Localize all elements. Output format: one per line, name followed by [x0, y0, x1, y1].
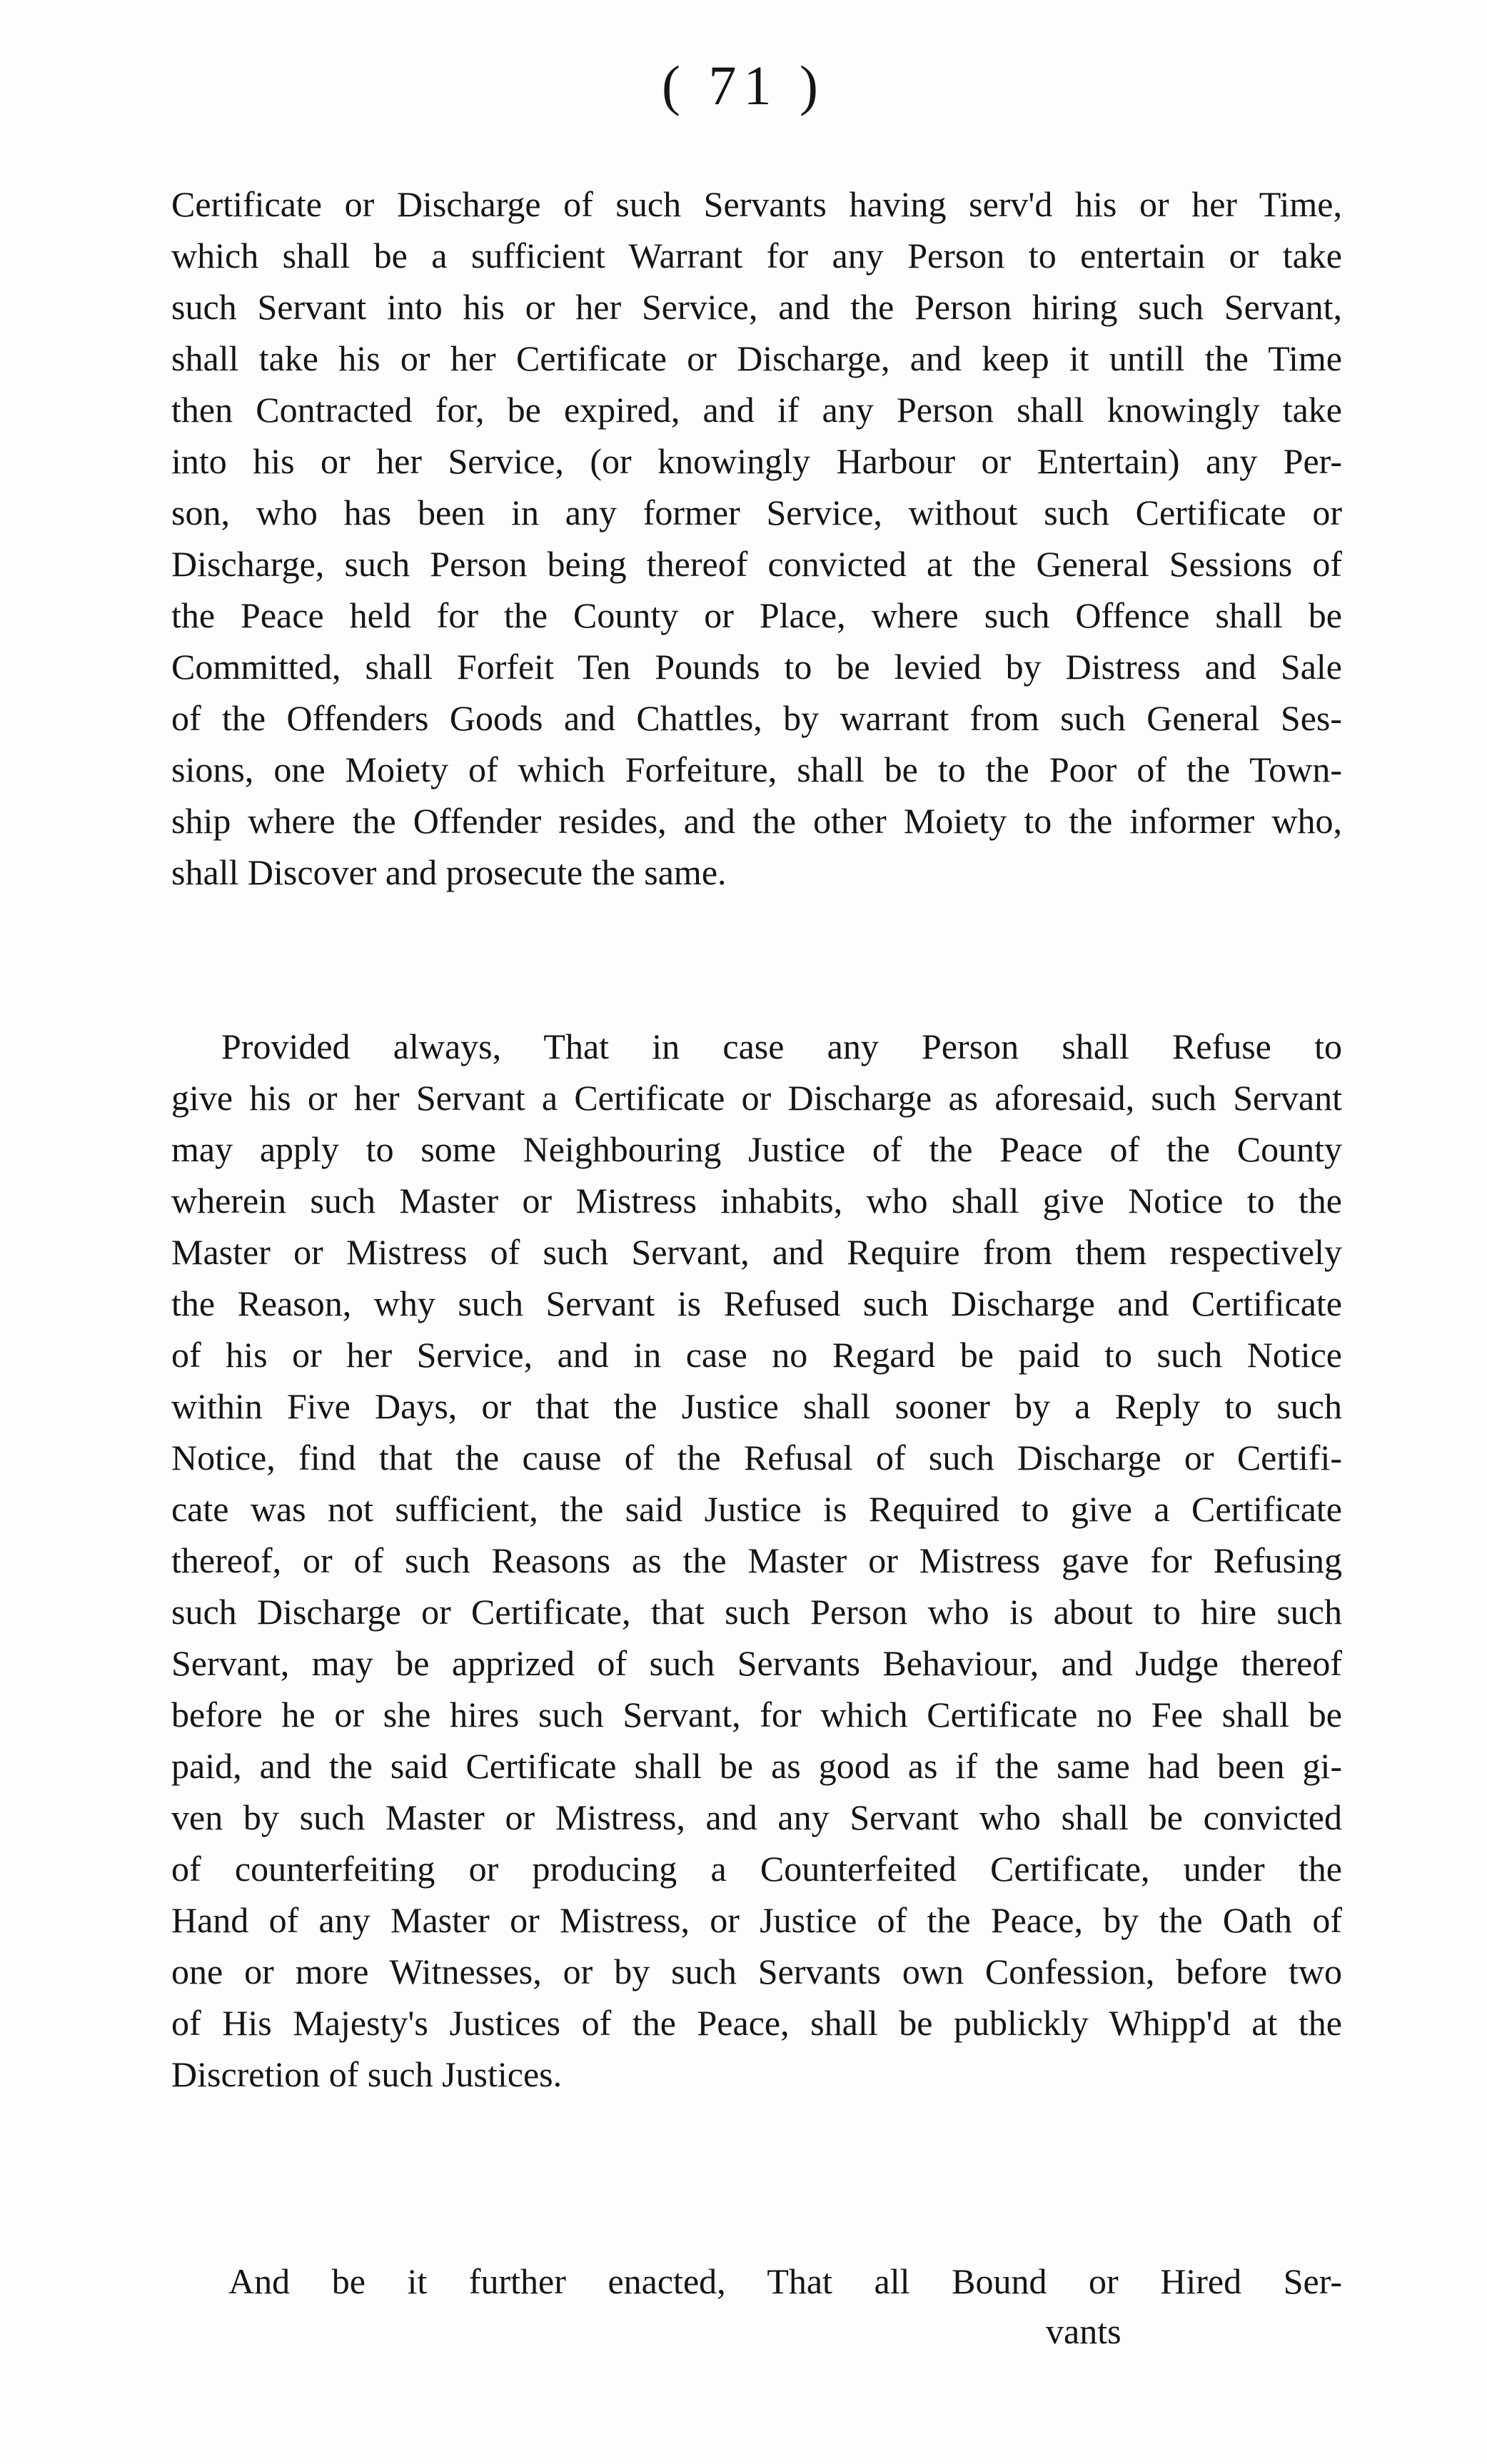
text-line: thereof, or of such Reasons as the Master or Mistress gave for Refusing: [171, 1540, 1342, 1580]
text-line: then Contracted for, be expired, and if any Person shall knowingly take: [171, 390, 1342, 430]
text-line: within Five Days, or that the Justice shall sooner by a Reply to such: [171, 1386, 1342, 1426]
text-line: one or more Witnesses, or by such Servants own Confession, before two: [171, 1951, 1342, 1991]
text-line: the Peace held for the County or Place, where such Offence shall be: [171, 595, 1342, 635]
text-line: ven by such Master or Mistress, and any Servant who shall be convicted: [171, 1797, 1342, 1837]
page-number: ( 71 ): [662, 54, 825, 116]
text-line: Hand of any Master or Mistress, or Justice of the Peace, by the Oath of: [171, 1900, 1342, 1940]
text-line: paid, and the said Certificate shall be as good as if the same had been gi-: [171, 1746, 1342, 1786]
text-line: of the Offenders Goods and Chattles, by warrant from such General Ses-: [171, 698, 1342, 738]
text-line: of His Majesty's Justices of the Peace, shall be publickly Whipp'd at the: [171, 2003, 1342, 2043]
text-line: which shall be a sufficient Warrant for any Person to entertain or take: [171, 236, 1342, 276]
text-line: Servant, may be apprized of such Servants Behaviour, and Judge thereof: [171, 1643, 1342, 1683]
text-line: such Servant into his or her Service, and the Person hiring such Servant,: [171, 287, 1342, 327]
text-line: Committed, shall Forfeit Ten Pounds to be levied by Distress and Sale: [171, 647, 1342, 687]
text-line: Certificate or Discharge of such Servants having serv'd his or her Time,: [171, 184, 1342, 224]
text-line: shall take his or her Certificate or Discharge, and keep it untill the Time: [171, 338, 1342, 378]
text-line: wherein such Master or Mistress inhabits, who shall give Notice to the: [171, 1181, 1342, 1221]
text-line: Discharge, such Person being thereof convicted at the General Sessions of: [171, 544, 1342, 584]
text-line: cate was not sufficient, the said Justice is Required to give a Certificate: [171, 1489, 1342, 1529]
paragraph-provided-always: [171, 1021, 1342, 2100]
text-line: of counterfeiting or producing a Counterfeited Certificate, under the: [171, 1849, 1342, 1889]
paragraph-certificate-clause: [171, 178, 1342, 898]
paragraph-further-enacted: [171, 2256, 1342, 2307]
text-line: such Discharge or Certificate, that such Person who is about to hire such: [171, 1592, 1342, 1632]
text-line: Discretion of such Justices.: [171, 2054, 563, 2094]
text-line: sions, one Moiety of which Forfeiture, shall be to the Poor of the Town-: [171, 749, 1342, 789]
text-line: shall Discover and prosecute the same.: [171, 852, 727, 892]
text-line: of his or her Service, and in case no Regard be paid to such Notice: [171, 1335, 1342, 1375]
text-line: Notice, find that the cause of the Refusal of such Discharge or Certifi-: [171, 1438, 1342, 1478]
text-line: And be it further enacted, That all Bound or Hired Ser-: [228, 2261, 1342, 2301]
catchword: vants: [1046, 2311, 1121, 2351]
text-line: son, who has been in any former Service, without such Certificate or: [171, 493, 1342, 532]
text-line: ship where the Offender resides, and the other Moiety to the informer who,: [171, 801, 1342, 841]
text-line: into his or her Service, (or knowingly Harbour or Entertain) any Per-: [171, 441, 1342, 481]
text-line: the Reason, why such Servant is Refused such Discharge and Certificate: [171, 1283, 1342, 1323]
text-line: give his or her Servant a Certificate or Discharge as aforesaid, such Servant: [171, 1078, 1342, 1118]
text-line: Master or Mistress of such Servant, and Require from them respectively: [171, 1232, 1342, 1272]
text-line: before he or she hires such Servant, for which Certificate no Fee shall be: [171, 1695, 1342, 1735]
text-line: Provided always, That in case any Person shall Refuse to: [221, 1026, 1342, 1066]
text-line: may apply to some Neighbouring Justice of the Peace of the County: [171, 1129, 1342, 1169]
